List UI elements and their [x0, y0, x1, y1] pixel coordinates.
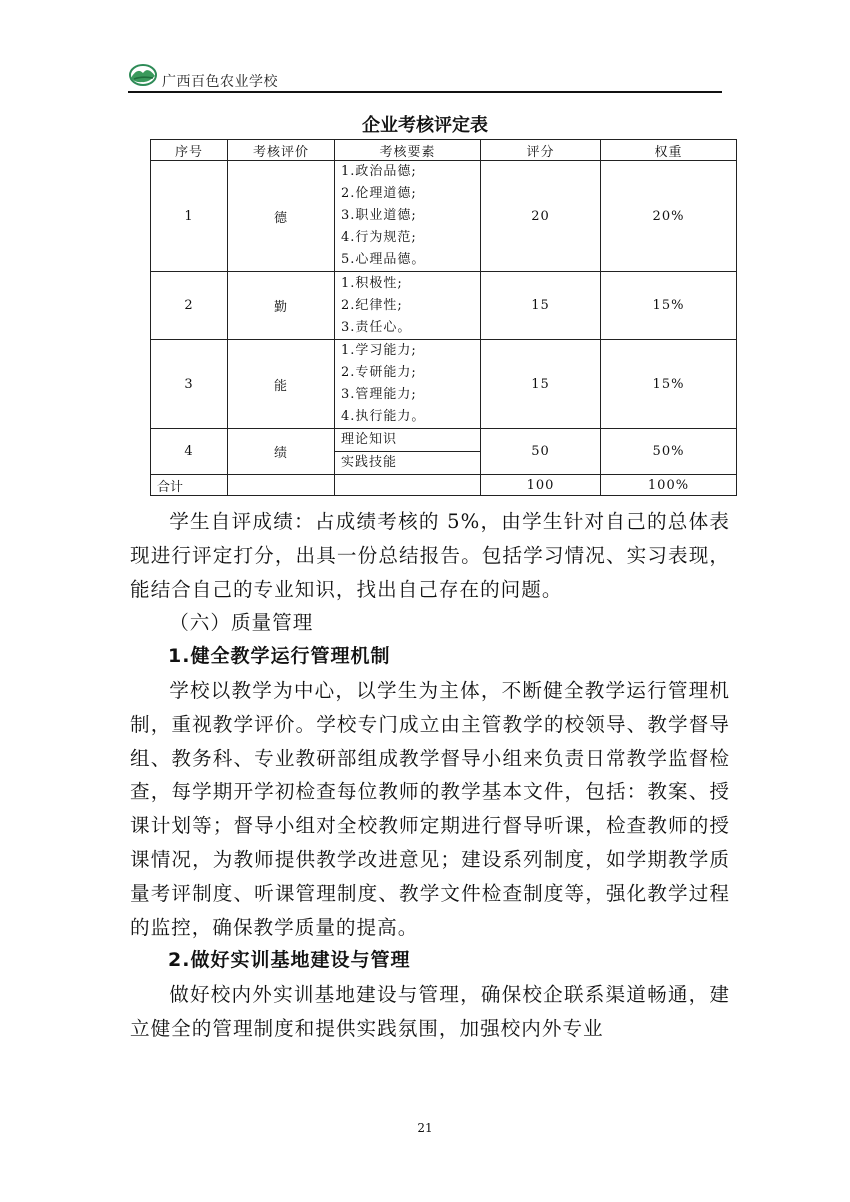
row-elements	[335, 272, 481, 340]
element-item: 1.政治品德;	[341, 164, 417, 179]
row-weight: 20%	[601, 161, 737, 272]
paragraph: 做好校内外实训基地建设与管理，确保校企联系渠道畅通，建立健全的管理制度和提供实践氛围，加强校内外专业	[130, 983, 730, 1040]
table-header-row	[151, 140, 737, 161]
evaluation-table	[150, 139, 737, 496]
row-score: 20	[481, 161, 601, 272]
row-category: 能	[228, 340, 335, 429]
table-row	[151, 429, 737, 475]
col-header-elements: 考核要素	[335, 140, 481, 161]
row-weight: 15%	[601, 272, 737, 340]
element-item: 3.责任心。	[341, 319, 412, 335]
row-no: 2	[151, 272, 228, 340]
page-header	[128, 60, 722, 94]
element-item: 3.管理能力;	[341, 387, 417, 402]
total-score: 100	[481, 475, 601, 496]
element-item: 4.行为规范;	[341, 230, 417, 245]
col-header-category: 考核评价	[228, 140, 335, 161]
element-item: 4.执行能力。	[341, 409, 426, 424]
row-no: 3	[151, 340, 228, 429]
school-logo-icon	[128, 62, 162, 88]
element-item: 2.专研能力;	[341, 365, 417, 380]
total-weight: 100%	[601, 475, 737, 496]
paragraph: 学生自评成绩：占成绩考核的 5%，由学生针对自己的总体表现进行评定打分，出具一份总结报告。包括学习情况、实习表现，能结合自己的专业知识，找出自己存在的问题。	[130, 510, 730, 601]
subheading: 2.做好实训基地建设与管理	[168, 949, 411, 972]
row-weight: 15%	[601, 340, 737, 429]
subheading: 1.健全教学运行管理机制	[168, 645, 391, 668]
row-score: 15	[481, 340, 601, 429]
row-elements	[335, 161, 481, 272]
total-label: 合计	[151, 475, 228, 496]
element-item: 2.纪律性;	[341, 297, 403, 313]
table-row	[151, 340, 737, 429]
element-item: 理论知识	[341, 432, 398, 447]
table-row	[151, 272, 737, 340]
element-item: 3.职业道德;	[341, 208, 417, 223]
col-header-score: 评分	[481, 140, 601, 161]
col-header-no: 序号	[151, 140, 228, 161]
element-item: 实践技能	[335, 451, 480, 474]
table-title: 企业考核评定表	[362, 115, 488, 136]
body-text	[130, 505, 730, 1046]
element-item: 1.学习能力;	[341, 343, 417, 358]
total-empty-cell	[228, 475, 335, 496]
element-item: 5.心理品德。	[341, 252, 426, 267]
page-number: 21	[417, 1121, 433, 1135]
row-elements	[335, 340, 481, 429]
element-item: 2.伦理道德;	[341, 186, 417, 201]
col-header-weight: 权重	[601, 140, 737, 161]
row-category: 德	[228, 161, 335, 272]
row-no: 4	[151, 429, 228, 475]
row-category: 绩	[228, 429, 335, 475]
row-no: 1	[151, 161, 228, 272]
row-score: 15	[481, 272, 601, 340]
section-heading: （六）质量管理	[169, 611, 314, 635]
table-total-row	[151, 475, 737, 496]
row-weight: 50%	[601, 429, 737, 475]
element-item: 1.积极性;	[341, 275, 403, 291]
total-empty-cell	[335, 475, 481, 496]
row-category: 勤	[228, 272, 335, 340]
row-elements	[335, 429, 481, 475]
table-row	[151, 161, 737, 272]
row-score: 50	[481, 429, 601, 475]
paragraph: 学校以教学为中心，以学生为主体，不断健全教学运行管理机制，重视教学评价。学校专门成立由主管教学的校领导、教学督导组、教务科、专业教研部组成教学督导小组来负责日常教学监督检查，每学期开学初检查每位教师的教学基本文件，包括：教案、授课计划等；督导小组对全校教师定期进行督导听课，检查教师的授课情况，为教师提供教学改进意见；建设系列制度，如学期教学质量考评制度、听课管理制度、教学文件检查制度等，强化教学过程的监控，确保教学质量的提高。	[130, 678, 730, 939]
school-name: 广西百色农业学校	[162, 74, 278, 90]
header-rule	[128, 91, 722, 93]
